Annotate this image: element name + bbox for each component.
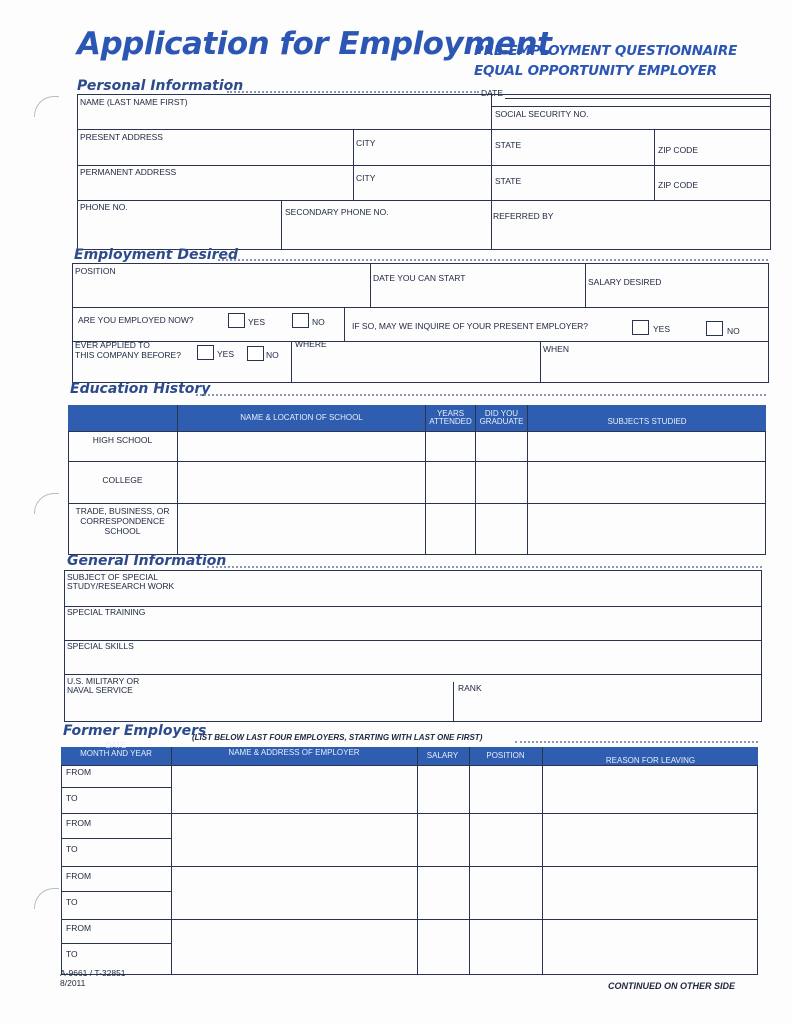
divider bbox=[227, 91, 479, 93]
divider bbox=[585, 263, 586, 307]
education-table bbox=[68, 431, 766, 555]
divider bbox=[72, 341, 769, 342]
divider bbox=[491, 106, 771, 107]
position-label: POSITION bbox=[75, 266, 116, 276]
secondary-phone-label: SECONDARY PHONE NO. bbox=[285, 207, 389, 217]
ssn-dash bbox=[583, 129, 599, 130]
continued-note: CONTINUED ON OTHER SIDE bbox=[608, 981, 736, 991]
salary-column-header: SALARY bbox=[426, 751, 459, 760]
divider bbox=[61, 891, 171, 892]
section-heading-employment: Employment Desired bbox=[74, 247, 239, 263]
former-employers-note: (LIST BELOW LAST FOUR EMPLOYERS, STARTING WITH LAST ONE FIRST) bbox=[192, 733, 483, 742]
divider bbox=[77, 165, 771, 166]
divider bbox=[61, 943, 171, 944]
permanent-address-label: PERMANENT ADDRESS bbox=[80, 167, 177, 177]
punch-hole bbox=[34, 96, 59, 117]
ssn-label: SOCIAL SECURITY NO. bbox=[495, 109, 589, 119]
divider bbox=[527, 405, 528, 555]
graduate-column-header-1: DID YOU bbox=[484, 409, 519, 418]
divider bbox=[171, 747, 172, 975]
inquire-no-checkbox[interactable] bbox=[706, 321, 723, 336]
from-label: FROM bbox=[66, 871, 92, 881]
years-column-header-2: ATTENDED bbox=[429, 417, 472, 426]
divider bbox=[515, 741, 758, 743]
divider bbox=[196, 394, 766, 396]
divider bbox=[453, 682, 454, 722]
form-number: A-9661 / T-32851 bbox=[60, 968, 126, 978]
divider bbox=[353, 129, 354, 200]
general-info-box bbox=[64, 570, 762, 722]
military-label-2: NAVAL SERVICE bbox=[67, 685, 133, 695]
section-heading-former-employers: Former Employers bbox=[63, 723, 207, 739]
referred-by-label: REFERRED BY bbox=[493, 211, 554, 221]
applied-before-label-2: THIS COMPANY BEFORE? bbox=[75, 350, 181, 360]
school-column-header: NAME & LOCATION OF SCHOOL bbox=[240, 413, 363, 422]
personal-info-box bbox=[77, 94, 771, 250]
special-study-label-2: STUDY/RESEARCH WORK bbox=[67, 581, 175, 591]
from-label: FROM bbox=[66, 818, 92, 828]
trade-row-label-2: CORRESPONDENCE bbox=[80, 516, 165, 526]
special-skills-label: SPECIAL SKILLS bbox=[67, 641, 134, 651]
divider bbox=[77, 200, 771, 201]
divider bbox=[61, 787, 171, 788]
military-label-1: U.S. MILITARY OR bbox=[67, 676, 140, 686]
divider bbox=[61, 866, 758, 867]
divider bbox=[344, 307, 345, 341]
employed-yes-checkbox[interactable] bbox=[228, 313, 245, 328]
graduate-column-header-2: GRADUATE bbox=[479, 417, 524, 426]
position-column-header: POSITION bbox=[486, 751, 525, 760]
divider bbox=[425, 405, 426, 555]
divider bbox=[417, 747, 418, 975]
salary-desired-label: SALARY DESIRED bbox=[588, 277, 662, 287]
punch-hole bbox=[34, 888, 59, 909]
section-heading-education: Education History bbox=[70, 381, 211, 397]
phone-label: PHONE NO. bbox=[80, 202, 128, 212]
form-title: Application for Employment bbox=[77, 26, 552, 62]
form-date: 8/2011 bbox=[60, 978, 86, 988]
ssn-dash bbox=[657, 129, 673, 130]
yes-label: YES bbox=[248, 317, 266, 327]
divider bbox=[72, 307, 769, 308]
trade-row-label-3: SCHOOL bbox=[104, 526, 141, 536]
to-label: TO bbox=[66, 844, 78, 854]
section-heading-personal: Personal Information bbox=[77, 78, 244, 94]
yes-label: YES bbox=[653, 324, 671, 334]
city-label: CITY bbox=[356, 138, 376, 148]
divider bbox=[64, 640, 762, 641]
divider bbox=[64, 674, 762, 675]
divider bbox=[207, 566, 762, 568]
divider bbox=[61, 838, 171, 839]
employed-now-label: ARE YOU EMPLOYED NOW? bbox=[78, 315, 194, 325]
to-label: TO bbox=[66, 949, 78, 959]
form-subtitle-eoe: EQUAL OPPORTUNITY EMPLOYER bbox=[474, 63, 717, 79]
trade-row-label-1: TRADE, BUSINESS, OR bbox=[75, 506, 170, 516]
divider bbox=[68, 461, 766, 462]
applied-before-label-1: EVER APPLIED TO bbox=[75, 340, 150, 350]
from-label: FROM bbox=[66, 923, 92, 933]
applied-no-checkbox[interactable] bbox=[247, 346, 264, 361]
date-start-label: DATE YOU CAN START bbox=[373, 273, 466, 283]
subjects-column-header: SUBJECTS STUDIED bbox=[607, 417, 687, 426]
no-label: NO bbox=[266, 350, 279, 360]
where-label: WHERE bbox=[295, 339, 327, 349]
to-label: TO bbox=[66, 793, 78, 803]
special-study-label-1: SUBJECT OF SPECIAL bbox=[67, 572, 159, 582]
divider bbox=[542, 747, 543, 975]
divider bbox=[218, 259, 768, 261]
section-heading-general: General Information bbox=[67, 553, 227, 569]
divider bbox=[61, 919, 758, 920]
zip-label: ZIP CODE bbox=[658, 180, 698, 190]
state-label: STATE bbox=[495, 176, 522, 186]
divider bbox=[64, 606, 762, 607]
inquire-label: IF SO, MAY WE INQUIRE OF YOUR PRESENT EMPLOYER? bbox=[352, 321, 588, 331]
no-label: NO bbox=[312, 317, 325, 327]
inquire-yes-checkbox[interactable] bbox=[632, 320, 649, 335]
employer-column-header: NAME & ADDRESS OF EMPLOYER bbox=[228, 748, 360, 757]
reason-column-header: REASON FOR LEAVING bbox=[605, 756, 696, 765]
years-column-header-1: YEARS bbox=[436, 409, 465, 418]
city-label: CITY bbox=[356, 173, 376, 183]
to-label: TO bbox=[66, 897, 78, 907]
name-label: NAME (LAST NAME FIRST) bbox=[80, 97, 188, 107]
from-label: FROM bbox=[66, 767, 92, 777]
divider bbox=[540, 341, 541, 383]
divider bbox=[281, 200, 282, 250]
divider bbox=[68, 503, 766, 504]
date-column-header-2: MONTH AND YEAR bbox=[80, 749, 152, 758]
punch-hole bbox=[34, 493, 59, 514]
college-row-label: COLLEGE bbox=[102, 475, 143, 485]
no-label: NO bbox=[727, 326, 740, 336]
form-subtitle-questionnaire: PRE-EMPLOYMENT QUESTIONNAIRE bbox=[474, 43, 738, 59]
divider bbox=[177, 405, 178, 555]
when-label: WHEN bbox=[543, 344, 569, 354]
divider bbox=[370, 263, 371, 307]
date-column-header-1: DATE bbox=[105, 741, 127, 750]
yes-label: YES bbox=[217, 349, 235, 359]
divider bbox=[469, 747, 470, 975]
divider bbox=[491, 94, 492, 250]
employed-no-checkbox[interactable] bbox=[292, 313, 309, 328]
divider bbox=[475, 405, 476, 555]
applied-yes-checkbox[interactable] bbox=[197, 345, 214, 360]
special-training-label: SPECIAL TRAINING bbox=[67, 607, 146, 617]
high-school-row-label: HIGH SCHOOL bbox=[92, 435, 153, 445]
state-label: STATE bbox=[495, 140, 522, 150]
date-label: DATE bbox=[481, 88, 504, 98]
zip-label: ZIP CODE bbox=[658, 145, 698, 155]
divider bbox=[61, 813, 758, 814]
rank-label: RANK bbox=[458, 683, 482, 693]
divider bbox=[291, 341, 292, 383]
present-address-label: PRESENT ADDRESS bbox=[80, 132, 163, 142]
divider bbox=[654, 129, 655, 200]
